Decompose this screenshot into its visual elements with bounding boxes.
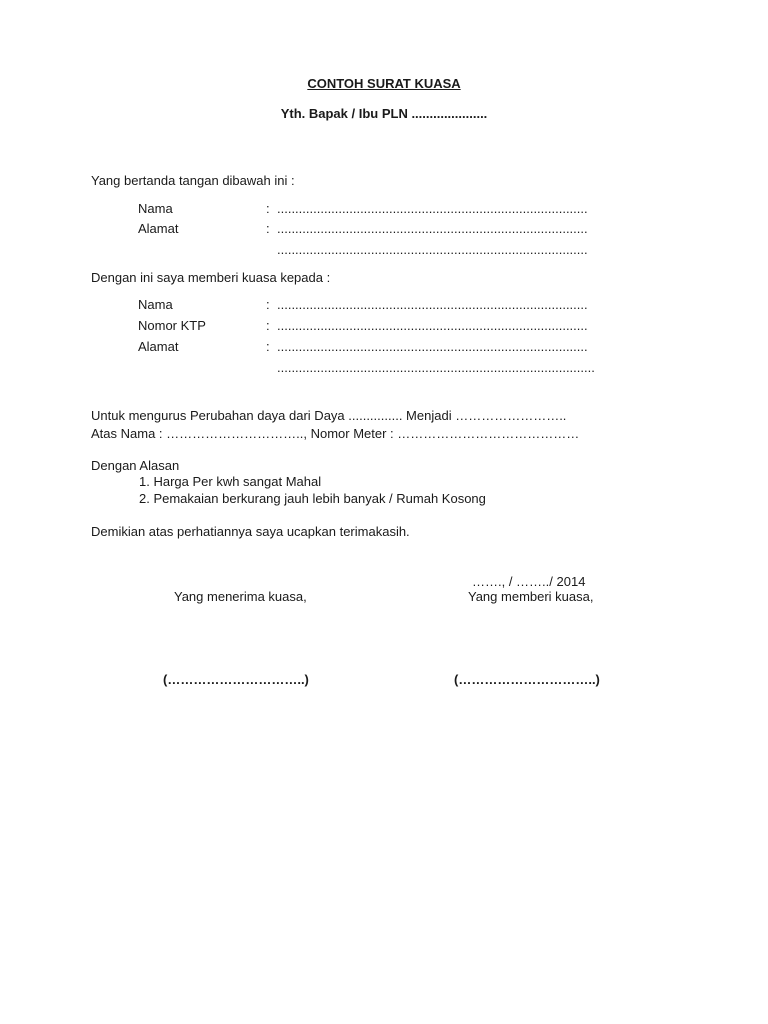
reasons-heading: Dengan Alasan xyxy=(91,458,180,473)
field-colon: : xyxy=(266,339,270,354)
closing-text: Demikian atas perhatiannya saya ucapkan terimakasih. xyxy=(91,524,410,539)
field-value: ...................................................................................... xyxy=(277,318,588,333)
field-colon: : xyxy=(266,221,270,236)
field-label: Nomor KTP xyxy=(138,318,206,333)
field-value: ...................................................................................... xyxy=(277,221,588,236)
field-value: ...................................................................................... xyxy=(277,201,588,216)
field-value: ...................................................................................... xyxy=(277,339,588,354)
purpose-line-1: Untuk mengurus Perubahan daya dari Daya ............... Menjadi …………………….. xyxy=(91,408,567,423)
field-label: Nama xyxy=(138,297,173,312)
field-label: Alamat xyxy=(138,339,179,354)
signature-date: ……., / ……../ 2014 xyxy=(472,574,586,589)
receiver-label: Yang menerima kuasa, xyxy=(174,589,307,604)
field-continuation: ........................................................................................ xyxy=(277,360,595,375)
field-colon: : xyxy=(266,201,270,216)
field-continuation: ...................................................................................... xyxy=(277,242,588,257)
section1-intro: Yang bertanda tangan dibawah ini : xyxy=(91,173,295,188)
greeting: Yth. Bapak / Ibu PLN ..................... xyxy=(280,106,488,121)
reason-item: 2. Pemakaian berkurang jauh lebih banyak / Rumah Kosong xyxy=(139,491,486,506)
letter-title-text: CONTOH SURAT KUASA xyxy=(307,76,461,91)
letter-title xyxy=(0,76,768,92)
section2-intro: Dengan ini saya memberi kuasa kepada : xyxy=(91,270,331,285)
giver-signature-line: (…………………………..) xyxy=(454,672,600,687)
field-value: ...................................................................................... xyxy=(277,297,588,312)
field-colon: : xyxy=(266,318,270,333)
giver-label: Yang memberi kuasa, xyxy=(468,589,594,604)
purpose-line-2: Atas Nama : ………………………….., Nomor Meter : …………………………………… xyxy=(91,426,580,441)
field-colon: : xyxy=(266,297,270,312)
reason-item: 1. Harga Per kwh sangat Mahal xyxy=(139,474,322,489)
field-label: Nama xyxy=(138,201,173,216)
field-label: Alamat xyxy=(138,221,179,236)
receiver-signature-line: (…………………………..) xyxy=(163,672,309,687)
